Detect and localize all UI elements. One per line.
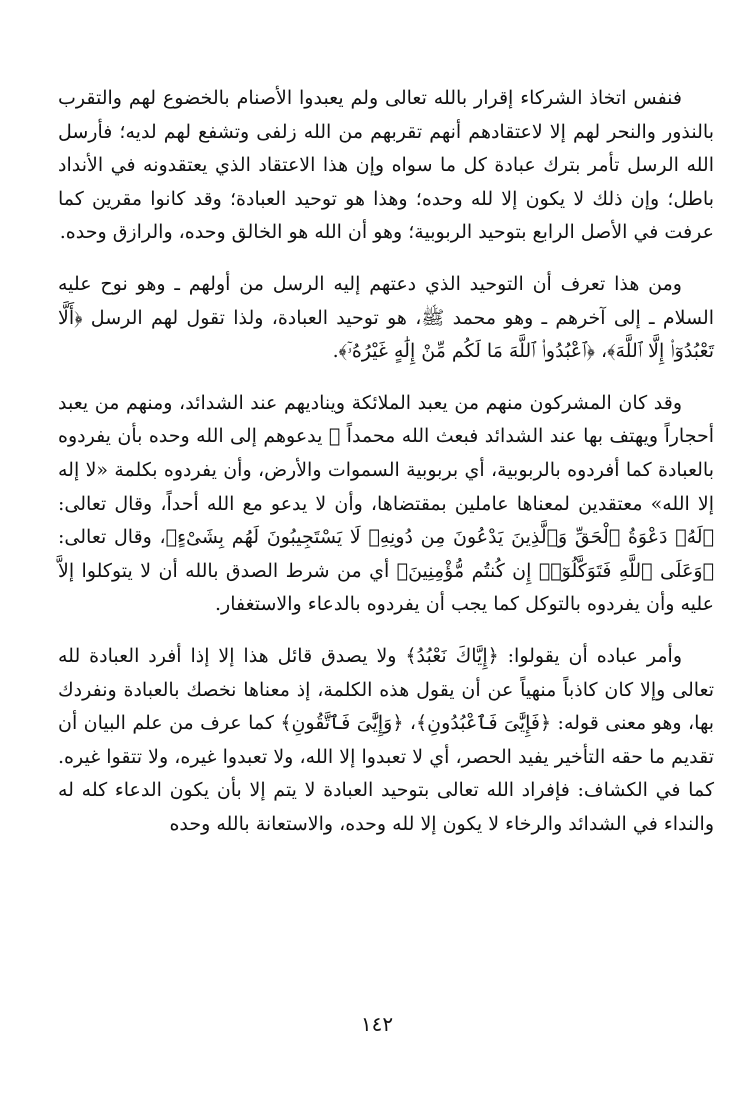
page-number: ١٤٢ (360, 1012, 394, 1036)
page-body (58, 82, 714, 859)
paragraph-1: فنفس اتخاذ الشركاء إقرار بالله تعالى ولم يعبدوا الأصنام بالخضوع لهم والتقرب بالنذور والنحر لهم إلا لاعتقادهم أنهم تقربهم من الله زلفى وتشفع لهم لديه؛ فأرسل الله الرسل تأمر بترك عبادة كل ما سواه وإن هذا الاعتقاد الذي يعتقدونه في الأنداد باطل؛ وإن ذلك لا يكون إلا لله وحده؛ وهذا هو توحيد العبادة؛ وقد كانوا مقرين كما عرفت في الأصل الرابع بتوحيد الربوبية؛ وهو أن الله هو الخالق وحده، والرازق وحده. (58, 87, 714, 244)
paragraph-2: ومن هذا تعرف أن التوحيد الذي دعتهم إليه الرسل من أولهم ـ وهو نوح عليه السلام ـ إلى آخرهم ـ وهو محمد ﷺ، هو توحيد العبادة، ولذا تقول لهم الرسل ﴿أَلَّا تَعْبُدُوٓا۟ إِلَّا ٱللَّهَ﴾، ﴿ٱعْبُدُوا۟ ٱللَّهَ مَا لَكُم مِّنْ إِلَٰهٍ غَيْرُهُۥٓ﴾. (58, 272, 714, 363)
paragraph-3: وقد كان المشركون منهم من يعبد الملائكة ويناديهم عند الشدائد، ومنهم من يعبد أحجاراً ويهتف بها عند الشدائد فبعث الله محمداً ﷺ يدعوهم إلى الله وحده بأن يفردوه بالعبادة كما أفردوه بالربوبية، أي بربوبية السموات والأرض، وأن يفردوه بكلمة «لا إله إلا الله» معتقدين لمعناها عاملين بمقتضاها، وأن لا يدعو مع الله أحداً، وقال تعالى: ﴿لَهُۥ دَعْوَةُ ٱلْحَقِّ وَٱلَّذِينَ يَدْعُونَ مِن دُونِهِۦ لَا يَسْتَجِيبُونَ لَهُم بِشَىْءٍ﴾، وقال تعالى: ﴿وَعَلَى ٱللَّهِ فَتَوَكَّلُوٓا۟ إِن كُنتُم مُّؤْمِنِينَ﴾ أي من شرط الصدق بالله أن لا يتوكلوا إلاَّ عليه وأن يفردوه بالتوكل كما يجب أن يفردوه بالدعاء والاستغفار. (58, 391, 714, 616)
paragraph-4: وأمر عباده أن يقولوا: ﴿إِيَّاكَ نَعْبُدُ﴾ ولا يصدق قائل هذا إلا إذا أفرد العبادة لله تعالى وإلا كان كاذباً منهياً عن أن يقول هذه الكلمة، إذ معناها نخصك بالعبادة ونفردك بها، وهو معنى قوله: ﴿فَإِيَّٰىَ فَٱعْبُدُونِ﴾، ﴿وَإِيَّٰىَ فَٱتَّقُونِ﴾ كما عرف من علم البيان أن تقديم ما حقه التأخير يفيد الحصر، أي لا تعبدوا إلا الله، ولا تعبدوا غيره، ولا تتقوا غيره. كما في الكشاف: فإفراد الله تعالى بتوحيد العبادة لا يتم إلا بأن يكون الدعاء كله له والنداء في الشدائد والرخاء لا يكون إلا لله وحده، والاستعانة بالله وحده (58, 644, 714, 835)
